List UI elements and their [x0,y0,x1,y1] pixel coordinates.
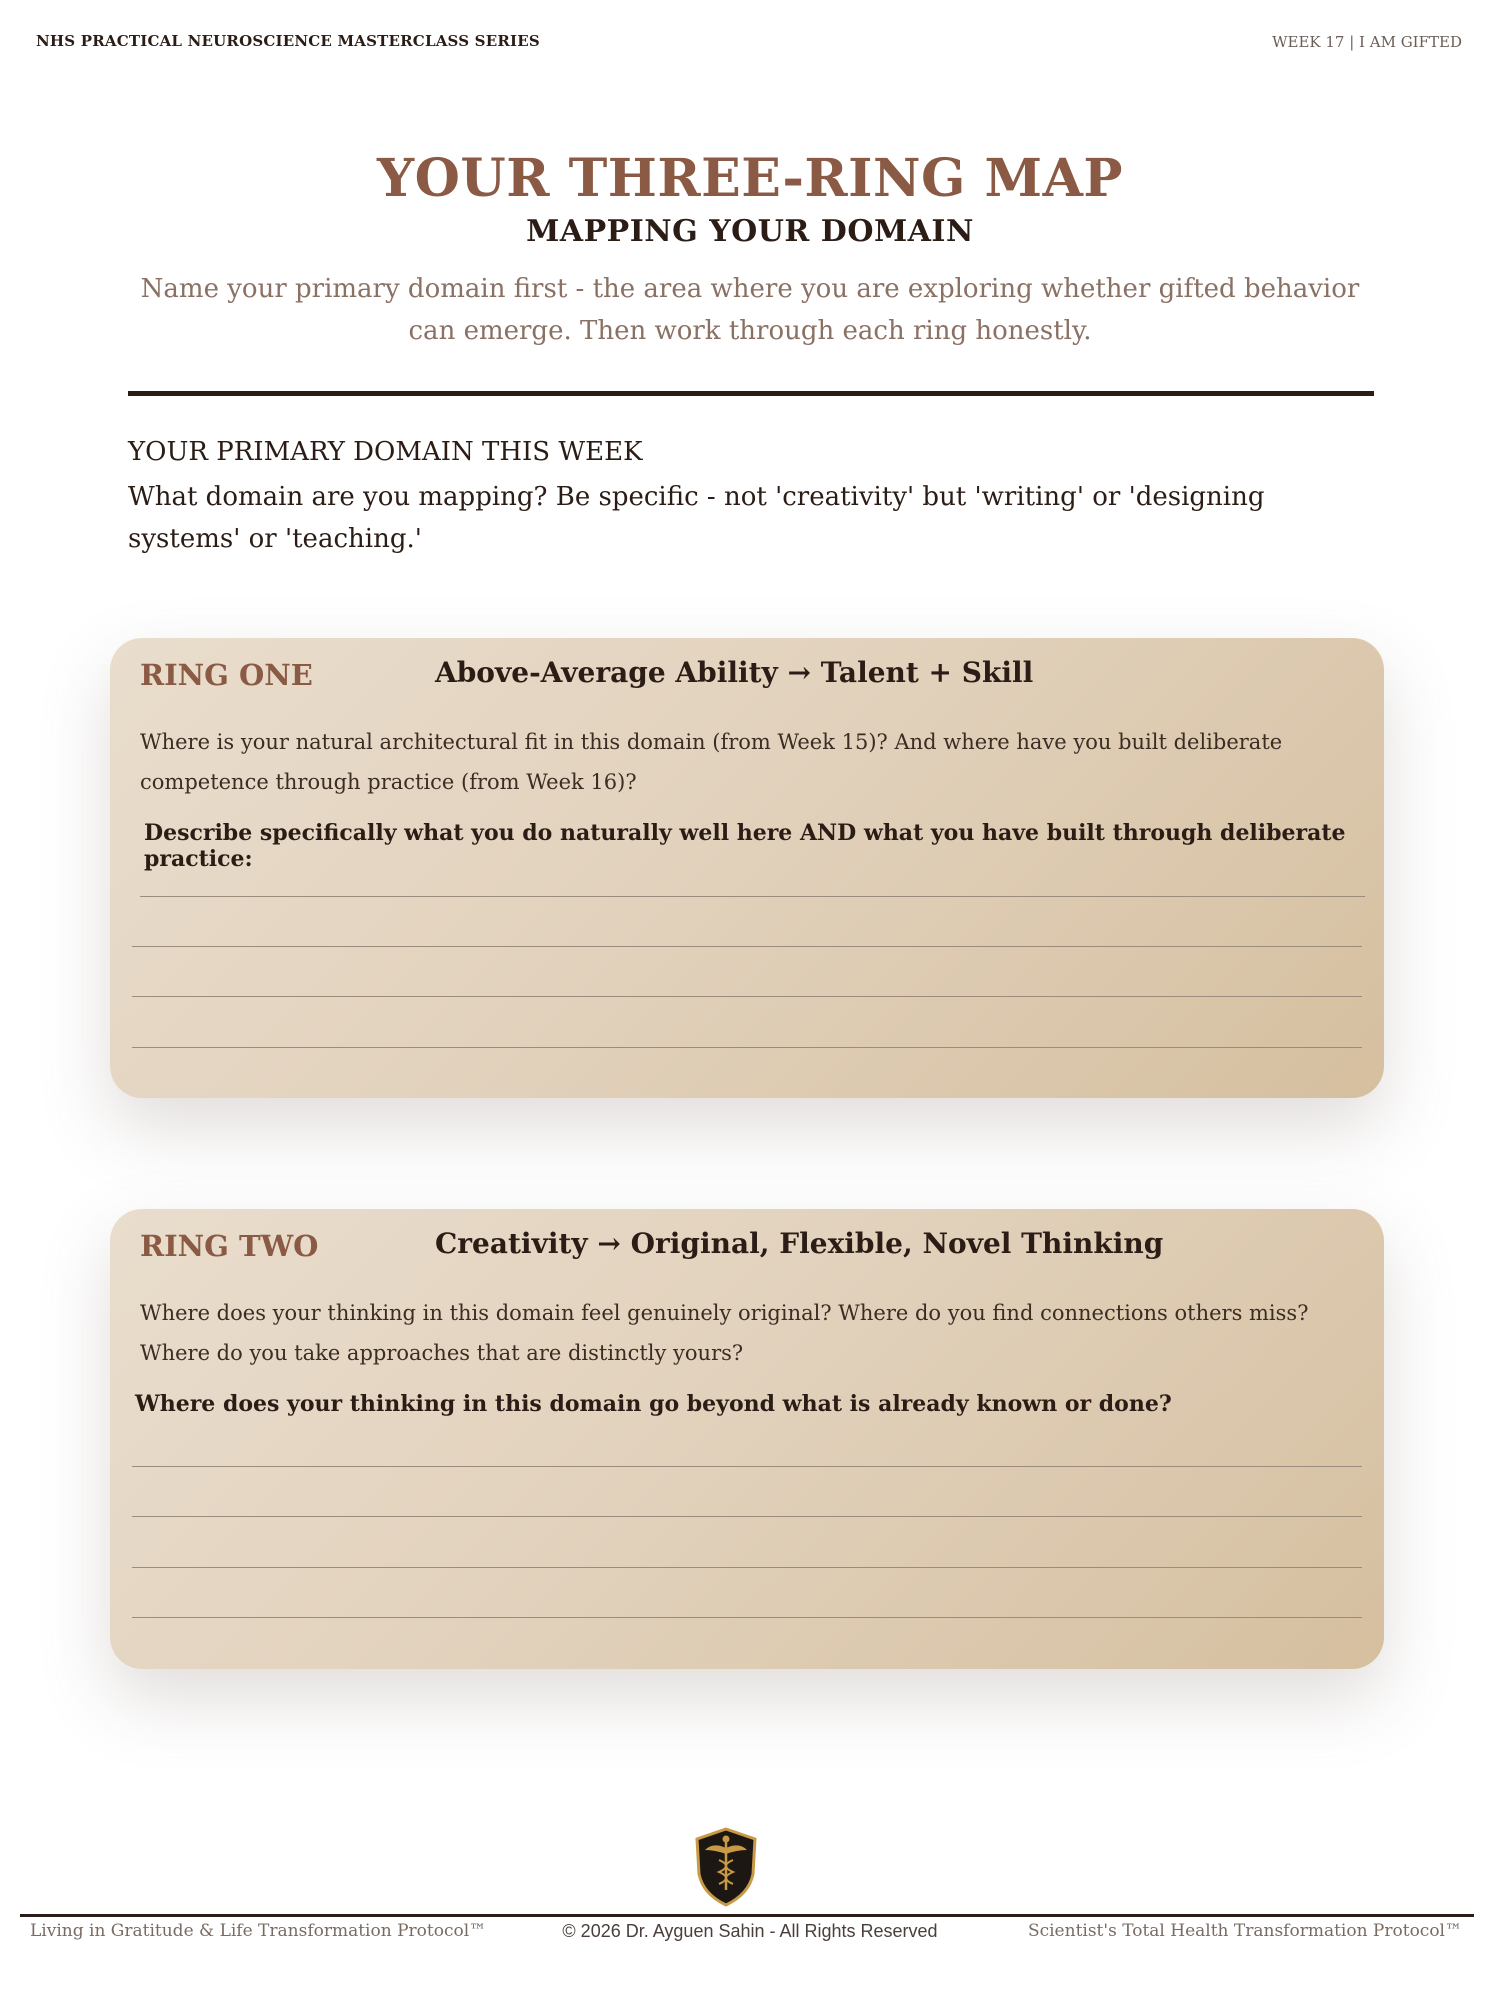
page-intro: Name your primary domain first - the area where you are exploring whether gifted behavior can emerge. Then work through each ring honestly. [140,274,1360,346]
answer-line[interactable] [132,1516,1362,1517]
shield-caduceus-icon [693,1826,759,1908]
page-subtitle: MAPPING YOUR DOMAIN [526,214,974,249]
ring-two-description: Where does your thinking in this domain feel genuinely original? Where do you find connections others miss? Where do you take approaches that are distinctly yours? [140,1301,1309,1365]
domain-label: YOUR PRIMARY DOMAIN THIS WEEK [128,437,643,467]
answer-line[interactable] [132,1567,1362,1568]
ring-two-subtitle: Creativity → Original, Flexible, Novel Thinking [435,1227,1164,1260]
header-series: NHS PRACTICAL NEUROSCIENCE MASTERCLASS SERIES [36,32,540,50]
domain-question: What domain are you mapping? Be specific - not 'creativity' but 'writing' or 'designing systems' or 'teaching.' [128,482,1265,554]
footer-divider [20,1914,1474,1917]
footer-copyright: © 2026 Dr. Ayguen Sahin - All Rights Reserved [562,1921,938,1941]
answer-line[interactable] [132,1047,1362,1048]
footer-left: Living in Gratitude & Life Transformation Protocol™ [30,1921,487,1941]
ring-one-card [110,638,1384,1098]
ring-one-subtitle: Above-Average Ability → Talent + Skill [435,656,1034,689]
ring-two-name: RING TWO [140,1229,319,1263]
ring-one-description: Where is your natural architectural fit in this domain (from Week 15)? And where have you built deliberate competence through practice (from Week 16)? [140,730,1283,794]
ring-two-prompt: Where does your thinking in this domain go beyond what is already known or done? [135,1391,1172,1417]
header-week: WEEK 17 | I AM GIFTED [1272,33,1462,51]
section-divider [128,391,1374,396]
ring-two-card [110,1209,1384,1669]
answer-line[interactable] [132,1466,1362,1467]
answer-line[interactable] [132,1617,1362,1618]
answer-line[interactable] [132,996,1362,997]
answer-line[interactable] [132,946,1362,947]
ring-one-prompt: Describe specifically what you do naturally well here AND what you have built through deliberate practice: [144,820,1346,872]
answer-line[interactable] [140,896,1365,897]
footer-right: Scientist's Total Health Transformation Protocol™ [1027,1921,1462,1941]
page-title: YOUR THREE-RING MAP [376,148,1124,209]
ring-one-name: RING ONE [140,658,313,692]
